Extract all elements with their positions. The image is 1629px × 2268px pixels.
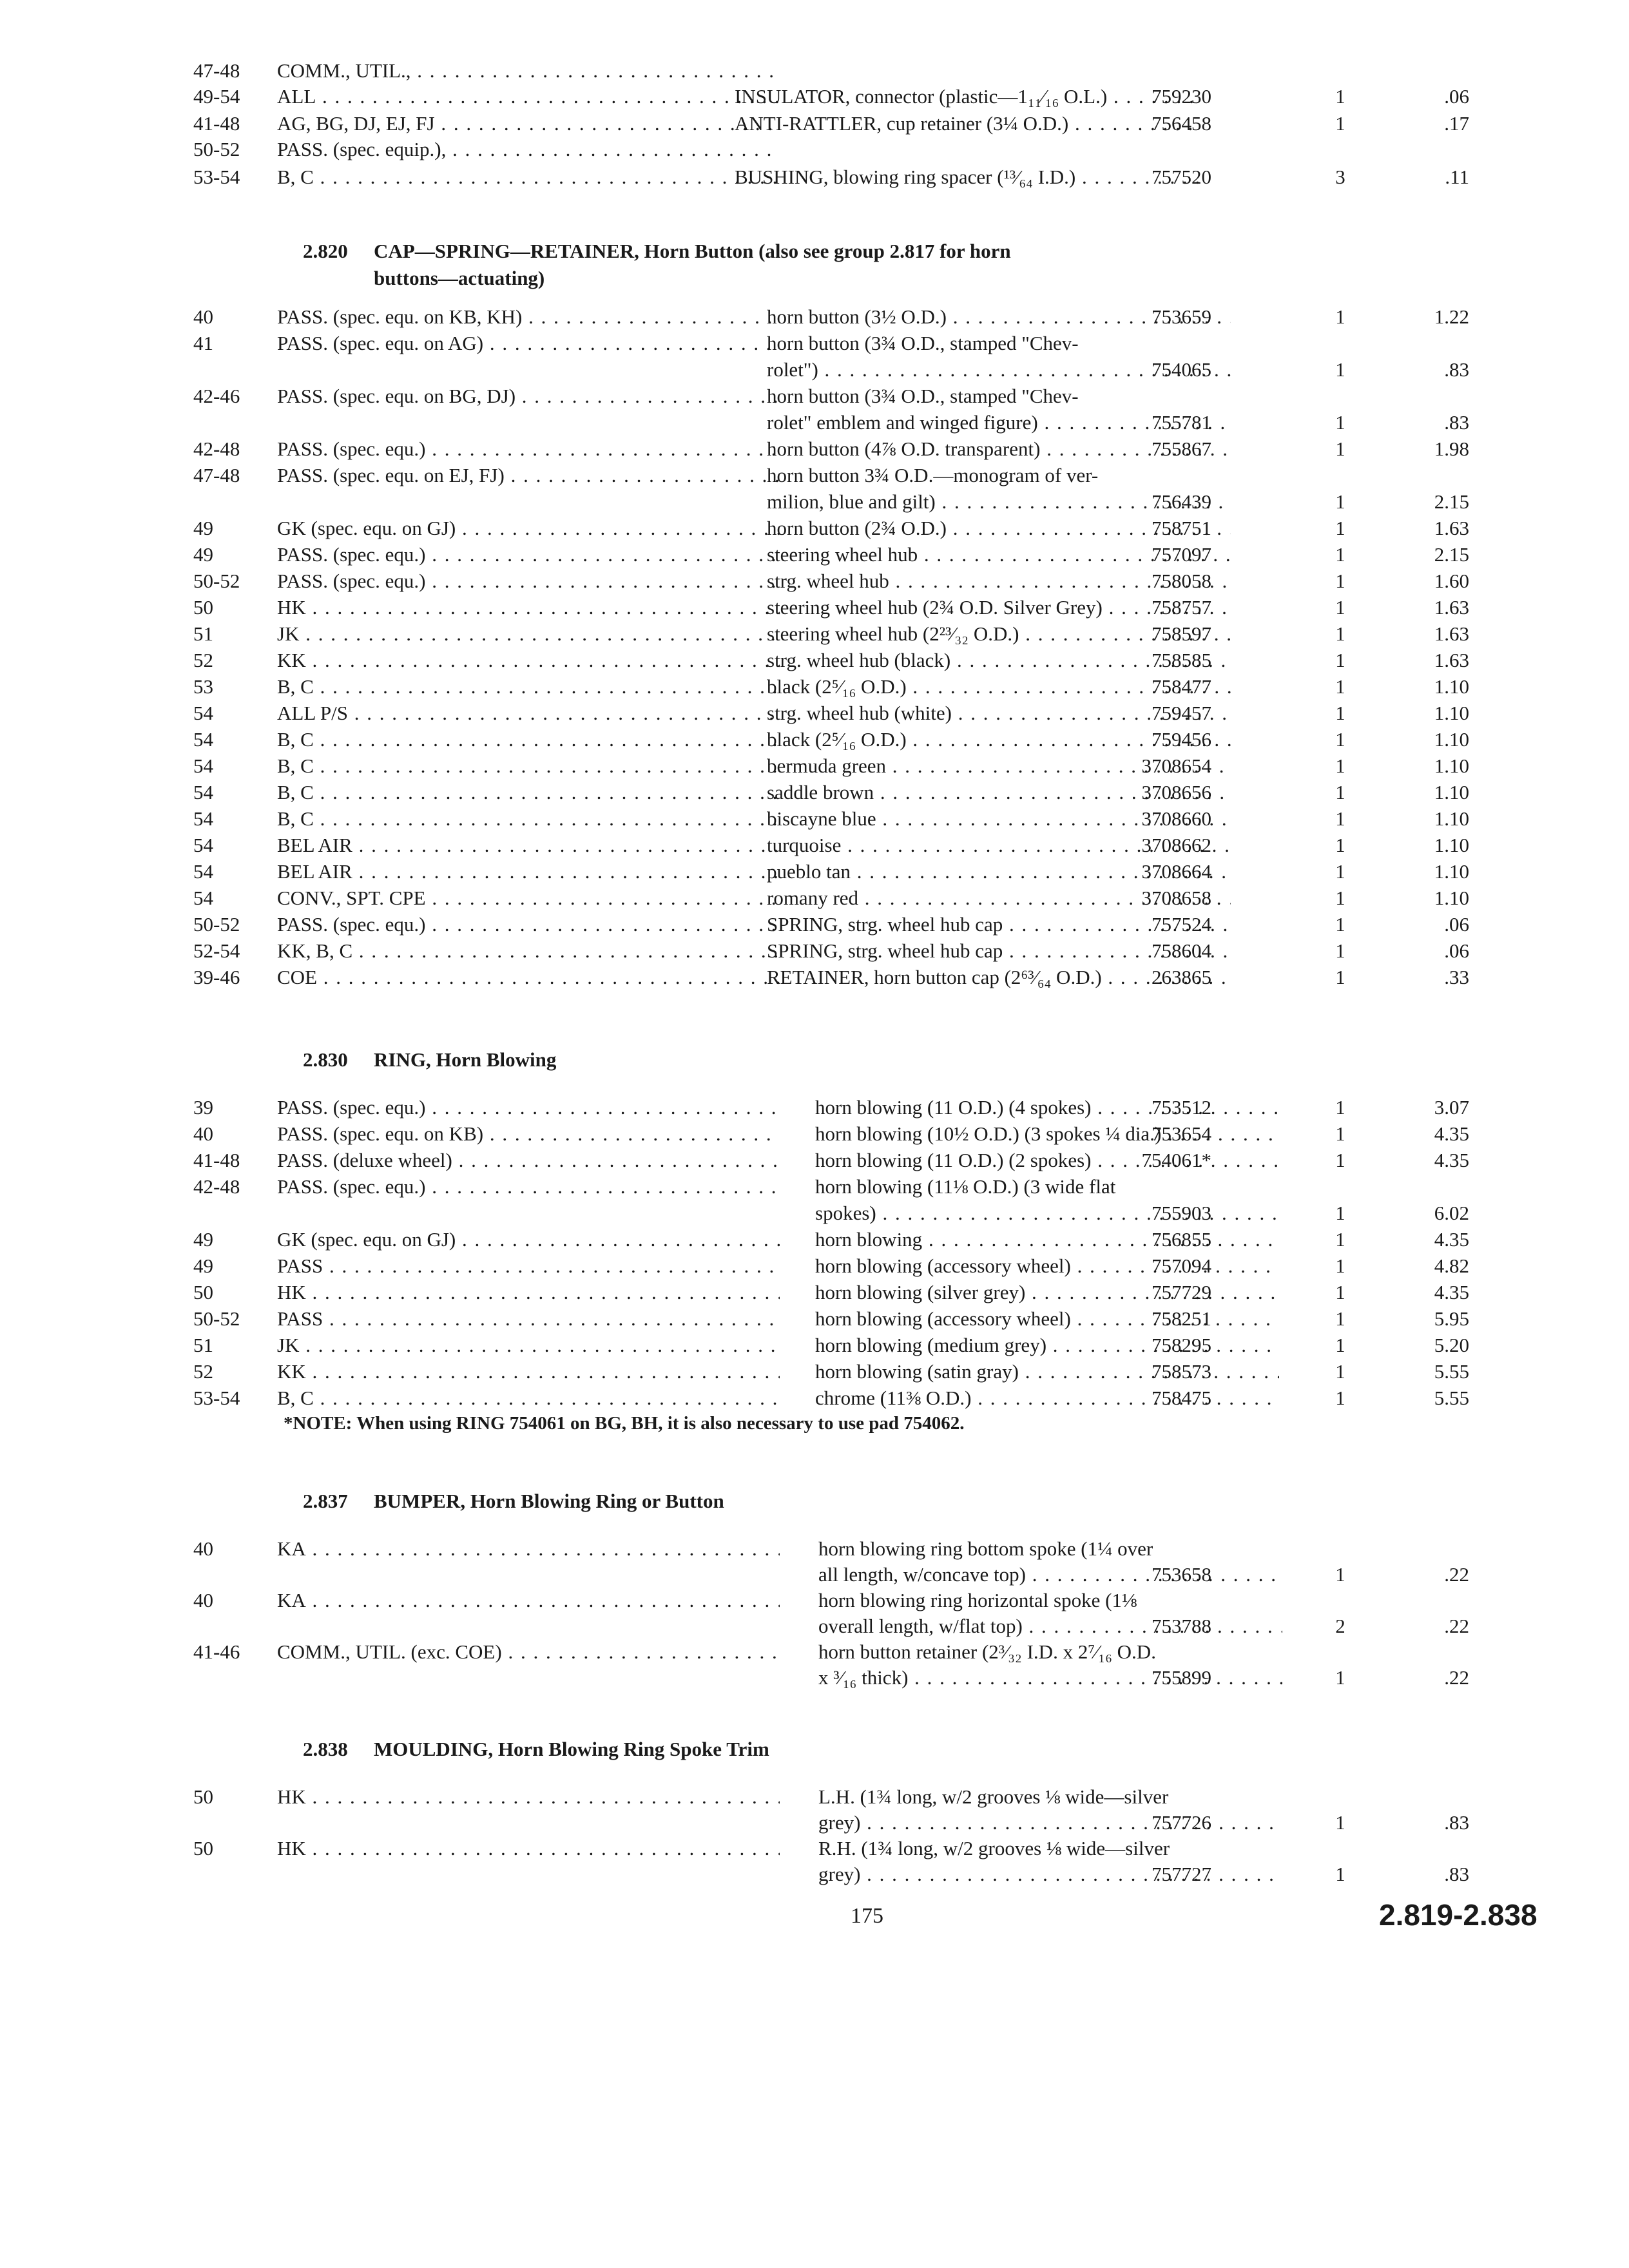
model-cell: PASS. (spec. equ. on BG, DJ) . . . [277,383,780,409]
price-cell: .11 [1445,166,1469,188]
description-cell: rolet" emblem and winged figure) . . . [767,410,1231,436]
description-cell: horn blowing ring horizontal spoke (1⅛ [818,1589,1137,1611]
year-cell: 53 [193,675,213,698]
price-cell: .06 [1444,85,1469,108]
year-cell: 54 [193,860,213,883]
price-cell: 5.55 [1434,1387,1469,1409]
model-cell: HK . . . [277,1836,780,1861]
price-cell: 1.10 [1434,702,1469,724]
quantity-cell: 1 [1335,675,1345,698]
model-cell: CONV., SPT. CPE . . . [277,885,780,911]
model-cell: KA . . . [277,1588,780,1613]
year-cell: 54 [193,781,213,803]
part-number-cell: 757094 [1152,1254,1211,1277]
description-cell: steering wheel hub (2¾ O.D. Silver Grey) . . . [767,595,1231,620]
price-cell: 3.07 [1434,1096,1469,1119]
description-cell: BUSHING, blowing ring spacer (¹³⁄₆₄ I.D.) . . . [735,164,1199,190]
description-cell: all length, w/concave top) . . . [818,1562,1282,1588]
price-cell: 1.10 [1434,834,1469,856]
description-cell: biscayne blue . . . [767,806,1231,832]
description-cell: pueblo tan . . . [767,859,1231,885]
quantity-cell: 1 [1335,887,1345,909]
part-number-cell: 757726 [1152,1811,1211,1834]
part-number-cell: 3708660 [1141,807,1211,830]
year-cell: 42-48 [193,437,240,460]
section-title: CAP—SPRING—RETAINER, Horn Button (also see group 2.817 for horn [374,240,1011,262]
part-number-cell: 3708658 [1141,887,1211,909]
year-cell: 52 [193,649,213,671]
quantity-cell: 1 [1335,1811,1345,1834]
price-cell: 1.63 [1434,649,1469,671]
description-cell: horn button (4⅞ O.D. transparent) . . . [767,436,1231,462]
description-cell: RETAINER, horn button cap (2⁶³⁄₆₄ O.D.) . . . [767,965,1231,990]
section-number: 2.838 [303,1738,348,1760]
year-cell: 54 [193,754,213,777]
description-cell: horn blowing (silver grey) . . . [815,1280,1279,1305]
description-cell: horn blowing (accessory wheel) . . . [815,1253,1279,1279]
model-cell: BEL AIR . . . [277,832,780,858]
model-cell: PASS. (spec. equ.) . . . [277,542,780,568]
year-cell: 50 [193,1837,213,1860]
year-cell: 52 [193,1360,213,1383]
part-number-cell: 758475 [1152,1387,1211,1409]
year-cell: 40 [193,1537,213,1560]
price-cell: .06 [1444,913,1469,936]
price-cell: 5.95 [1434,1307,1469,1330]
part-number-cell: 3708656 [1141,781,1211,803]
part-number-cell: 755899 [1152,1666,1211,1689]
description-cell: overall length, w/flat top) . . . [818,1613,1282,1639]
model-cell: KK . . . [277,1359,780,1385]
year-cell: 50 [193,1281,213,1303]
part-number-cell: 758751 [1152,517,1211,539]
description-cell: strg. wheel hub . . . [767,568,1231,594]
part-number-cell: 759457 [1152,702,1211,724]
model-cell: PASS. (spec. equ.) . . . [277,568,780,594]
model-cell: B, C . . . [277,727,780,753]
year-cell: 50-52 [193,570,240,592]
model-cell: JK . . . [277,1332,780,1358]
quantity-cell: 1 [1335,411,1345,434]
description-cell: turquoise . . . [767,832,1231,858]
part-number-cell: 758251 [1152,1307,1211,1330]
price-cell: 4.35 [1434,1228,1469,1251]
description-cell: steering wheel hub (2²³⁄₃₂ O.D.) . . . [767,621,1231,647]
year-cell: 40 [193,1589,213,1611]
year-cell: 39 [193,1096,213,1119]
description-cell: black (2⁵⁄₁₆ O.D.) . . . [767,674,1231,700]
year-cell: 50-52 [193,913,240,936]
model-cell: HK . . . [277,595,780,620]
part-number-cell: 757520 [1152,166,1211,188]
model-cell: COMM., UTIL. (exc. COE) . . . [277,1639,780,1665]
section-heading [303,1488,724,1514]
description-cell: horn blowing (10½ O.D.) (3 spokes ¼ dia.) . . . [815,1121,1279,1147]
price-cell: 1.10 [1434,887,1469,909]
price-cell: 1.63 [1434,517,1469,539]
model-cell: PASS . . . [277,1306,780,1332]
quantity-cell: 1 [1335,517,1345,539]
quantity-cell: 1 [1335,1307,1345,1330]
description-cell: INSULATOR, connector (plastic—1₁₁⁄₁₆ O.L.) . . . [735,84,1199,110]
year-cell: 49 [193,543,213,566]
part-number-cell: 753788 [1152,1615,1211,1637]
price-cell: 1.10 [1434,860,1469,883]
price-cell: 1.63 [1434,596,1469,619]
model-cell: PASS. (spec. equ. on KB, KH) . . . [277,304,780,330]
year-cell: 41 [193,332,213,354]
description-cell: saddle brown . . . [767,780,1231,805]
price-cell: 1.63 [1434,622,1469,645]
price-cell: .22 [1444,1666,1469,1689]
part-number-cell: 758295 [1152,1334,1211,1356]
model-cell: PASS . . . [277,1253,780,1279]
year-cell: 54 [193,702,213,724]
description-cell: grey) . . . [818,1810,1282,1836]
quantity-cell: 1 [1335,622,1345,645]
year-cell: 53-54 [193,166,240,188]
price-cell: 1.10 [1434,728,1469,751]
section-heading [303,1047,556,1073]
year-cell: 39-46 [193,966,240,988]
price-cell: .83 [1444,1863,1469,1885]
price-cell: 2.15 [1434,543,1469,566]
section-title: RING, Horn Blowing [374,1048,557,1071]
description-cell: horn blowing (11 O.D.) (2 spokes) . . . [815,1148,1279,1173]
part-number-cell: 757727 [1152,1863,1211,1885]
year-cell: 49-54 [193,85,240,108]
model-cell: PASS. (spec. equip.), . . . [277,137,780,162]
year-cell: 40 [193,305,213,328]
price-cell: .17 [1444,112,1469,135]
price-cell: 4.35 [1434,1281,1469,1303]
section-number: 2.830 [303,1048,348,1071]
price-cell: 1.22 [1434,305,1469,328]
price-cell: .83 [1444,1811,1469,1834]
description-cell: ANTI-RATTLER, cup retainer (3¼ O.D.) . . . [735,111,1199,137]
quantity-cell: 1 [1335,1281,1345,1303]
model-cell: B, C . . . [277,1385,780,1411]
part-number-cell: 758597 [1152,622,1211,645]
quantity-cell: 1 [1335,305,1345,328]
year-cell: 54 [193,834,213,856]
year-cell: 50-52 [193,138,240,160]
model-cell: HK . . . [277,1280,780,1305]
description-cell: romany red . . . [767,885,1231,911]
description-cell: grey) . . . [818,1861,1282,1887]
model-cell: B, C . . . [277,164,780,190]
part-number-cell: 754061* [1141,1149,1211,1171]
part-number-cell: 756458 [1152,112,1211,135]
model-cell: PASS. (spec. equ. on KB) . . . [277,1121,780,1147]
model-cell: PASS. (spec. equ. on EJ, FJ) . . . [277,463,780,488]
part-number-cell: 757524 [1152,913,1211,936]
quantity-cell: 1 [1335,939,1345,962]
price-cell: 1.10 [1434,675,1469,698]
quantity-cell: 1 [1335,913,1345,936]
part-number-cell: 758573 [1152,1360,1211,1383]
description-cell: horn blowing (medium grey) . . . [815,1332,1279,1358]
part-number-cell: 758585 [1152,649,1211,671]
section-heading [303,1736,769,1762]
price-cell: 4.35 [1434,1122,1469,1145]
model-cell: PASS. (spec. equ.) . . . [277,912,780,937]
quantity-cell: 1 [1335,649,1345,671]
description-cell: strg. wheel hub (black) . . . [767,648,1231,673]
description-cell: rolet") . . . [767,357,1231,383]
part-number-cell: 753659 [1152,305,1211,328]
description-cell: L.H. (1¾ long, w/2 grooves ⅛ wide—silver [818,1785,1169,1808]
part-number-cell: 756855 [1152,1228,1211,1251]
part-number-cell: 758604 [1152,939,1211,962]
year-cell: 49 [193,1228,213,1251]
year-cell: 54 [193,887,213,909]
year-cell: 50-52 [193,1307,240,1330]
model-cell: PASS. (spec. equ.) . . . [277,1174,780,1200]
quantity-cell: 1 [1335,702,1345,724]
model-cell: KA . . . [277,1536,780,1562]
part-number-cell: 3708662 [1141,834,1211,856]
quantity-cell: 2 [1335,1615,1345,1637]
model-cell: PASS. (spec. equ.) . . . [277,436,780,462]
price-cell: 1.10 [1434,781,1469,803]
price-cell: 6.02 [1434,1202,1469,1224]
section-number: 2.837 [303,1490,348,1512]
quantity-cell: 1 [1335,807,1345,830]
part-number-cell: 263865 [1152,966,1211,988]
quantity-cell: 1 [1335,570,1345,592]
model-cell: PASS. (spec. equ. on AG) . . . [277,331,780,356]
page-number: 175 [851,1904,883,1928]
year-cell: 49 [193,517,213,539]
quantity-cell: 1 [1335,1228,1345,1251]
section-note: *NOTE: When using RING 754061 on BG, BH, it is also necessary to use pad 754062. [284,1413,965,1434]
part-number-cell: 758757 [1152,596,1211,619]
description-cell: horn blowing (satin gray) . . . [815,1359,1279,1385]
model-cell: B, C . . . [277,806,780,832]
part-number-cell: 756439 [1152,490,1211,513]
quantity-cell: 1 [1335,728,1345,751]
description-cell: horn button (2¾ O.D.) . . . [767,515,1231,541]
part-number-cell: 755903 [1152,1202,1211,1224]
part-number-cell: 754065 [1152,358,1211,381]
model-cell: B, C . . . [277,753,780,779]
part-number-cell: 753654 [1152,1122,1211,1145]
price-cell: 1.10 [1434,754,1469,777]
year-cell: 54 [193,807,213,830]
section-title-cont: buttons—actuating) [374,267,545,289]
quantity-cell: 1 [1335,1863,1345,1885]
description-cell: horn blowing . . . [815,1227,1279,1253]
model-cell: KK . . . [277,648,780,673]
description-cell: strg. wheel hub (white) . . . [767,700,1231,726]
part-number-cell: 753512 [1152,1096,1211,1119]
model-cell: KK, B, C . . . [277,938,780,964]
model-cell: BEL AIR . . . [277,859,780,885]
price-cell: .22 [1444,1615,1469,1637]
description-cell: horn button (3¾ O.D., stamped "Chev- [767,332,1079,354]
year-cell: 47-48 [193,464,240,486]
quantity-cell: 1 [1335,1202,1345,1224]
model-cell: B, C . . . [277,780,780,805]
price-cell: .83 [1444,358,1469,381]
model-cell: COE . . . [277,965,780,990]
year-cell: 53-54 [193,1387,240,1409]
description-cell: SPRING, strg. wheel hub cap . . . [767,938,1231,964]
description-cell: horn blowing (accessory wheel) . . . [815,1306,1279,1332]
model-cell: ALL P/S . . . [277,700,780,726]
model-cell: COMM., UTIL., . . . [277,58,780,84]
description-cell: chrome (11⅜ O.D.) . . . [815,1385,1279,1411]
description-cell: horn button (3½ O.D.) . . . [767,304,1231,330]
model-cell: GK (spec. equ. on GJ) . . . [277,515,780,541]
year-cell: 49 [193,1254,213,1277]
quantity-cell: 1 [1335,1254,1345,1277]
description-cell: spokes) . . . [815,1200,1279,1226]
year-cell: 50 [193,596,213,619]
quantity-cell: 1 [1335,1563,1345,1586]
part-number-cell: 759456 [1152,728,1211,751]
year-cell: 41-48 [193,1149,240,1171]
description-cell: SPRING, strg. wheel hub cap . . . [767,912,1231,937]
year-cell: 50 [193,1785,213,1808]
quantity-cell: 1 [1335,1334,1345,1356]
year-cell: 42-48 [193,1175,240,1198]
price-cell: 4.82 [1434,1254,1469,1277]
description-cell: steering wheel hub . . . [767,542,1231,568]
quantity-cell: 1 [1335,754,1345,777]
year-cell: 41-46 [193,1640,240,1663]
section-title: BUMPER, Horn Blowing Ring or Button [374,1490,724,1512]
description-cell: horn button (3¾ O.D., stamped "Chev- [767,385,1079,407]
year-cell: 42-46 [193,385,240,407]
description-cell: horn button 3¾ O.D.—monogram of ver- [767,464,1099,486]
year-cell: 47-48 [193,59,240,82]
quantity-cell: 1 [1335,1666,1345,1689]
price-cell: 1.10 [1434,807,1469,830]
quantity-cell: 1 [1335,85,1345,108]
price-cell: 4.35 [1434,1149,1469,1171]
quantity-cell: 1 [1335,358,1345,381]
part-number-cell: 755867 [1152,437,1211,460]
year-cell: 51 [193,622,213,645]
section-title: MOULDING, Horn Blowing Ring Spoke Trim [374,1738,769,1760]
price-cell: 5.20 [1434,1334,1469,1356]
description-cell: black (2⁵⁄₁₆ O.D.) . . . [767,727,1231,753]
price-cell: .22 [1444,1563,1469,1586]
description-cell: milion, blue and gilt) . . . [767,489,1231,515]
quantity-cell: 3 [1335,166,1345,188]
section-number: 2.820 [303,240,348,262]
quantity-cell: 1 [1335,966,1345,988]
quantity-cell: 1 [1335,543,1345,566]
part-number-cell: 759230 [1152,85,1211,108]
part-number-cell: 758058 [1152,570,1211,592]
quantity-cell: 1 [1335,834,1345,856]
quantity-cell: 1 [1335,1387,1345,1409]
quantity-cell: 1 [1335,781,1345,803]
description-cell: horn blowing (11⅛ O.D.) (3 wide flat [815,1175,1116,1198]
price-cell: .83 [1444,411,1469,434]
quantity-cell: 1 [1335,490,1345,513]
price-cell: 5.55 [1434,1360,1469,1383]
quantity-cell: 1 [1335,1122,1345,1145]
part-number-cell: 3708654 [1141,754,1211,777]
description-cell: x ³⁄₁₆ thick) . . . [818,1665,1282,1691]
year-cell: 54 [193,728,213,751]
year-cell: 40 [193,1122,213,1145]
part-number-cell: 753658 [1152,1563,1211,1586]
quantity-cell: 1 [1335,437,1345,460]
quantity-cell: 1 [1335,1360,1345,1383]
model-cell: PASS. (spec. equ.) . . . [277,1095,780,1120]
year-cell: 51 [193,1334,213,1356]
price-cell: 1.60 [1434,570,1469,592]
section-heading [303,238,1011,264]
year-cell: 41-48 [193,112,240,135]
part-number-cell: 3708664 [1141,860,1211,883]
price-cell: 2.15 [1434,490,1469,513]
model-cell: B, C . . . [277,674,780,700]
part-number-cell: 758477 [1152,675,1211,698]
quantity-cell: 1 [1335,1149,1345,1171]
description-cell: horn blowing (11 O.D.) (4 spokes) . . . [815,1095,1279,1120]
model-cell: JK . . . [277,621,780,647]
description-cell: horn button retainer (2³⁄₃₂ I.D. x 2⁷⁄₁₆ O.D. [818,1640,1156,1663]
description-cell: horn blowing ring bottom spoke (1¼ over [818,1537,1153,1560]
part-number-cell: 757729 [1152,1281,1211,1303]
quantity-cell: 1 [1335,860,1345,883]
section-range: 2.819-2.838 [1379,1898,1537,1932]
model-cell: HK . . . [277,1784,780,1810]
model-cell: GK (spec. equ. on GJ) . . . [277,1227,780,1253]
part-number-cell: 755781 [1152,411,1211,434]
price-cell: .33 [1444,966,1469,988]
price-cell: .06 [1444,939,1469,962]
description-cell: bermuda green . . . [767,753,1231,779]
quantity-cell: 1 [1335,596,1345,619]
part-number-cell: 757097 [1152,543,1211,566]
model-cell: ALL . . . [277,84,780,110]
description-cell: R.H. (1¾ long, w/2 grooves ⅛ wide—silver [818,1837,1170,1860]
quantity-cell: 1 [1335,112,1345,135]
model-cell: PASS. (deluxe wheel) . . . [277,1148,780,1173]
quantity-cell: 1 [1335,1096,1345,1119]
model-cell: AG, BG, DJ, EJ, FJ . . . [277,111,780,137]
year-cell: 52-54 [193,939,240,962]
price-cell: 1.98 [1434,437,1469,460]
